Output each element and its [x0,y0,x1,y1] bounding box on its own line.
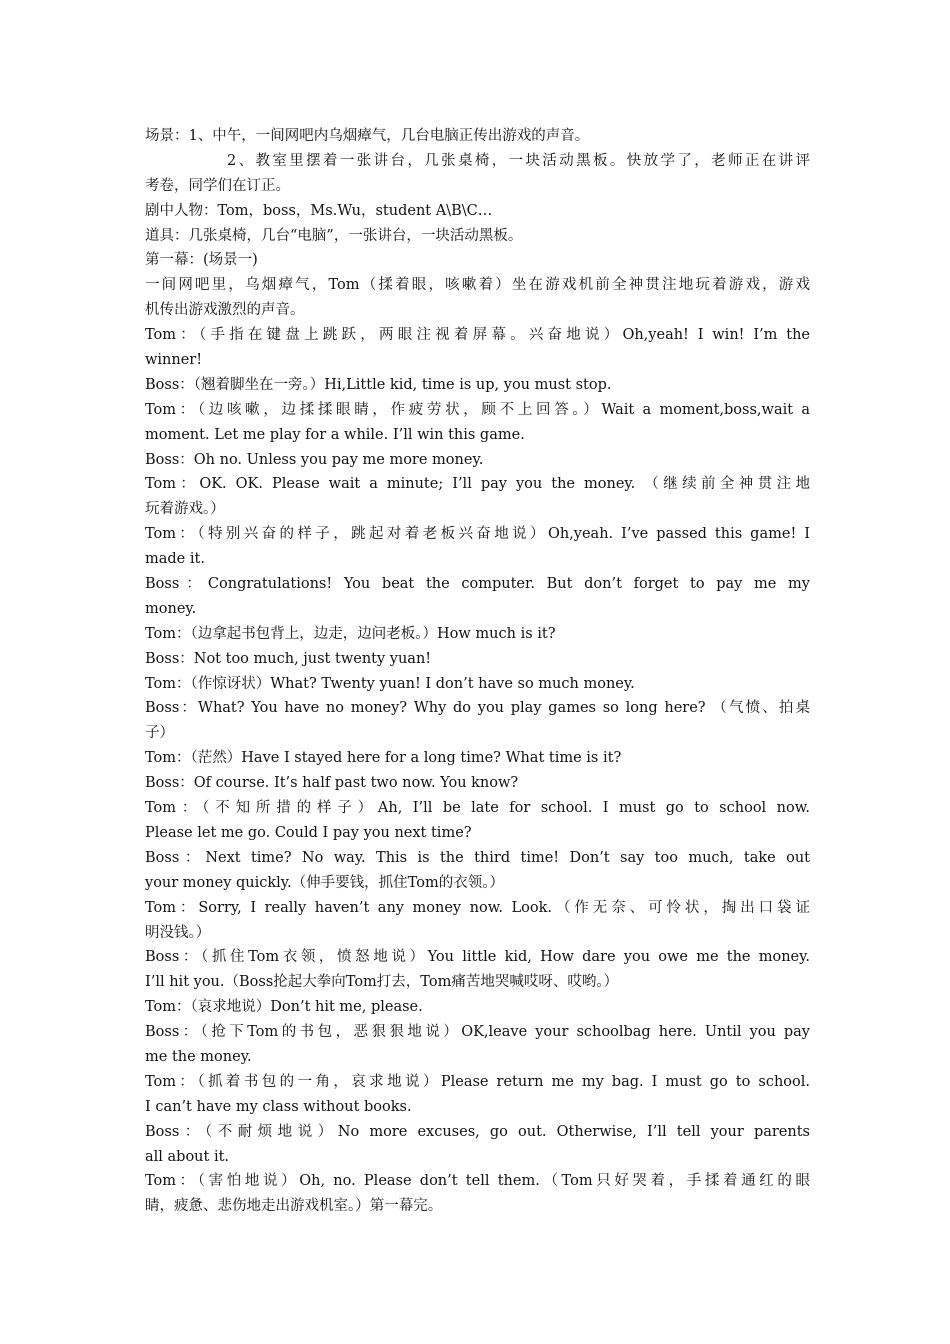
text-line: Tom：Sorry, I really haven’t any money now. Look.（作无奈、可怜状，掏出口袋证 [145,899,810,916]
text-line: money. [145,600,197,617]
text-line: Tom：（特别兴奋的样子，跳起对着老板兴奋地说）Oh,yeah. I’ve passed this game! I [145,526,810,543]
text-line: Tom：（边拿起书包背上，边走，边问老板。）How much is it? [145,625,556,642]
text-line: Boss：（抢下Tom的书包，恶狠狠地说）OK,leave your schoolbag here. Until you pay [145,1024,810,1041]
text-line: Boss：（抓住Tom衣领，愤怒地说）You little kid, How dare you owe me the money. [145,949,810,966]
text-line: 第一幕：(场景一) [145,252,258,269]
text-line: Boss：（不耐烦地说）No more excuses, go out. Otherwise, I’ll tell your parents [145,1123,810,1140]
text-line: made it. [145,551,205,568]
text-line: Tom：（手指在键盘上跳跃，两眼注视着屏幕。兴奋地说）Oh,yeah! I win! I’m the [145,327,810,344]
text-line: Tom：（抓着书包的一角，哀求地说）Please return me my bag. I must go to school. [145,1073,810,1090]
text-line: me the money. [145,1048,252,1065]
text-line: I’ll hit you.（Boss抡起大拳向Tom打去，Tom痛苦地哭喊哎呀、哎哟。） [145,974,619,991]
text-line: 机传出游戏激烈的声音。 [145,302,305,319]
text-line: your money quickly.（伸手要钱，抓住Tom的衣领。） [145,874,504,891]
text-line: Boss：Next time? No way. This is the third time! Don’t say too much, take out [145,849,810,866]
text-line: 一间网吧里，乌烟瘴气，Tom（揉着眼，咳嗽着）坐在游戏机前全神贯注地玩着游戏，游戏 [145,277,810,294]
text-line: Boss：Not too much, just twenty yuan! [145,650,432,667]
text-line: Boss：What? You have no money? Why do you play games so long here? （气愤、拍桌 [145,700,810,717]
text-line: Boss：Of course. It’s half past two now. You know? [145,775,519,792]
text-line: Boss：Oh no. Unless you pay me more money. [145,451,484,468]
text-line: winner! [145,352,203,369]
text-line: Boss：（翘着脚坐在一旁。）Hi,Little kid, time is up, you must stop. [145,376,612,393]
text-line: 考卷，同学们在订正。 [145,177,290,194]
text-line: 剧中人物：Tom，boss，Ms.Wu，student A\B\C… [145,202,493,219]
text-line: Tom：（害怕地说）Oh, no. Please don’t tell them.（Tom只好哭着，手揉着通红的眼 [145,1173,810,1190]
text-line: Tom：（边咳嗽，边揉揉眼睛，作疲劳状，顾不上回答。）Wait a moment,boss,wait a [145,401,810,418]
text-line: Tom：（不知所措的样子）Ah, I’ll be late for school. I must go to school now. [145,800,810,817]
text-line: 睛，疲惫、悲伤地走出游戏机室。）第一幕完。 [145,1198,443,1215]
text-line: 明没钱。） [145,924,211,941]
text-line: all about it. [145,1148,230,1165]
text-line: Tom：（茫然）Have I stayed here for a long time? What time is it? [145,750,622,767]
text-line: Tom：（作惊讶状）What? Twenty yuan! I don’t have so much money. [145,675,635,692]
text-line: 场景：1、中午，一间网吧内乌烟瘴气，几台电脑正传出游戏的声音。 [145,128,590,144]
text-line: 2、教室里摆着一张讲台，几张桌椅，一块活动黑板。快放学了，老师正在讲评 [227,152,810,169]
text-line: Please let me go. Could I pay you next time? [145,824,472,841]
text-line: Boss：Congratulations! You beat the computer. But don’t forget to pay me my [145,576,810,593]
text-line: I can’t have my class without books. [145,1098,412,1115]
text-line: moment. Let me play for a while. I’ll win this game. [145,426,525,443]
text-line: 子） [145,725,174,742]
text-line: Tom：（哀求地说）Don’t hit me, please. [145,999,423,1016]
text-line: 玩着游戏。） [145,501,225,518]
document-page [145,124,810,1219]
text-line: 道具：几张桌椅，几台“电脑”，一张讲台，一块活动黑板。 [145,227,523,244]
text-line: Tom：OK. OK. Please wait a minute; I’ll pay you the money. （继续前全神贯注地 [145,476,810,493]
